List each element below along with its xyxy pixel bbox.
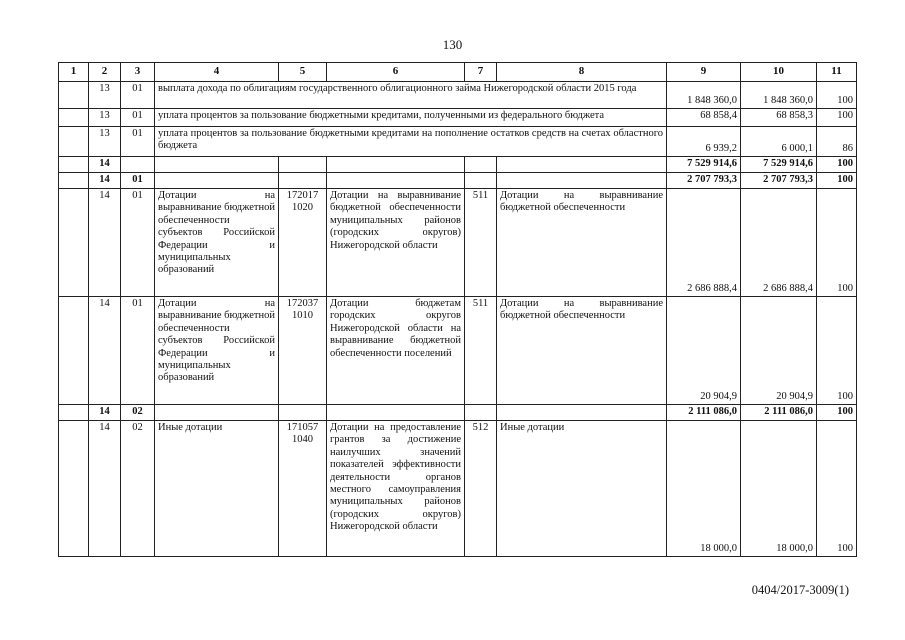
cell-col-1	[59, 109, 89, 127]
cell-percent: 100	[817, 421, 857, 557]
cell-section: 13	[89, 82, 121, 109]
cell-col-1	[59, 189, 89, 297]
cell-expense-type-code: 512	[465, 421, 497, 557]
header-row	[59, 63, 857, 82]
cell-target-description: Дотации бюджетам городских округов Нижегородской области на выравнивание бюджетной обеспеченности поселений	[327, 297, 465, 405]
cell-expense-type-code: 511	[465, 297, 497, 405]
header-col-11: 11	[817, 63, 857, 82]
cell-subsection: 01	[121, 127, 155, 157]
cell-col-8	[497, 157, 667, 173]
table-row-total	[59, 157, 857, 173]
header-col-10: 10	[741, 63, 817, 82]
header-col-8: 8	[497, 63, 667, 82]
cell-col-7	[465, 157, 497, 173]
cell-executed: 68 858,3	[741, 109, 817, 127]
table-row-total	[59, 405, 857, 421]
cell-target-code: 172017 1020	[279, 189, 327, 297]
budget-table	[58, 62, 857, 557]
document-id: 0404/2017-3009(1)	[751, 583, 849, 597]
cell-col-6	[327, 173, 465, 189]
cell-col-4	[155, 405, 279, 421]
header-col-2: 2	[89, 63, 121, 82]
table-row-total	[59, 173, 857, 189]
table-row	[59, 109, 857, 127]
cell-col-8	[497, 173, 667, 189]
cell-executed: 2 686 888,4	[741, 189, 817, 297]
cell-executed: 20 904,9	[741, 297, 817, 405]
cell-percent: 100	[817, 405, 857, 421]
table-row	[59, 421, 857, 557]
cell-executed: 6 000,1	[741, 127, 817, 157]
cell-percent: 100	[817, 157, 857, 173]
cell-section: 14	[89, 157, 121, 173]
cell-section: 13	[89, 127, 121, 157]
cell-section: 14	[89, 297, 121, 405]
cell-percent: 100	[817, 109, 857, 127]
cell-subsection: 01	[121, 109, 155, 127]
cell-percent: 100	[817, 297, 857, 405]
cell-percent: 86	[817, 127, 857, 157]
cell-executed: 7 529 914,6	[741, 157, 817, 173]
cell-col-5	[279, 405, 327, 421]
cell-target-code: 172037 1010	[279, 297, 327, 405]
cell-expense-type: Дотации на выравнивание бюджетной обеспеченности	[497, 189, 667, 297]
cell-col-1	[59, 127, 89, 157]
cell-description: уплата процентов за пользование бюджетными кредитами, полученными из федерального бюджета	[155, 109, 667, 127]
table-row	[59, 127, 857, 157]
cell-target-description: Дотации на выравнивание бюджетной обеспеченности муниципальных районов (городских округов) Нижегородской области	[327, 189, 465, 297]
table-row	[59, 297, 857, 405]
cell-planned: 68 858,4	[667, 109, 741, 127]
cell-col-1	[59, 157, 89, 173]
cell-percent: 100	[817, 189, 857, 297]
cell-expense-type: Иные дотации	[497, 421, 667, 557]
cell-planned: 2 686 888,4	[667, 189, 741, 297]
cell-section: 14	[89, 189, 121, 297]
cell-col-7	[465, 405, 497, 421]
cell-section: 13	[89, 109, 121, 127]
cell-col-6	[327, 405, 465, 421]
cell-planned: 6 939,2	[667, 127, 741, 157]
cell-section: 14	[89, 173, 121, 189]
cell-percent: 100	[817, 82, 857, 109]
header-col-6: 6	[327, 63, 465, 82]
cell-target-description: Дотации на предоставление грантов за достижение наилучших значений показателей эффективности деятельности органов местного самоуправления муниципальных районов (городских округов) Нижегородской области	[327, 421, 465, 557]
cell-subsection: 02	[121, 421, 155, 557]
cell-subsection	[121, 157, 155, 173]
header-col-4: 4	[155, 63, 279, 82]
cell-col-6	[327, 157, 465, 173]
cell-col-1	[59, 173, 89, 189]
cell-subsection: 02	[121, 405, 155, 421]
cell-executed: 18 000,0	[741, 421, 817, 557]
header-col-1: 1	[59, 63, 89, 82]
cell-col-5	[279, 173, 327, 189]
cell-col-1	[59, 405, 89, 421]
cell-subsection: 01	[121, 189, 155, 297]
table-row	[59, 189, 857, 297]
cell-planned: 1 848 360,0	[667, 82, 741, 109]
cell-subsection: 01	[121, 297, 155, 405]
cell-percent: 100	[817, 173, 857, 189]
cell-target-code: 171057 1040	[279, 421, 327, 557]
cell-col-8	[497, 405, 667, 421]
cell-expense-type: Дотации на выравнивание бюджетной обеспеченности	[497, 297, 667, 405]
cell-planned: 2 707 793,3	[667, 173, 741, 189]
cell-target-article: Иные дотации	[155, 421, 279, 557]
cell-planned: 20 904,9	[667, 297, 741, 405]
cell-subsection: 01	[121, 173, 155, 189]
cell-subsection: 01	[121, 82, 155, 109]
header-col-3: 3	[121, 63, 155, 82]
cell-target-article: Дотации на выравнивание бюджетной обеспеченности субъектов Российской Федерации и муниципальных образований	[155, 297, 279, 405]
table-row	[59, 82, 857, 109]
cell-col-4	[155, 157, 279, 173]
cell-col-4	[155, 173, 279, 189]
header-col-5: 5	[279, 63, 327, 82]
header-col-7: 7	[465, 63, 497, 82]
cell-planned: 2 111 086,0	[667, 405, 741, 421]
cell-executed: 1 848 360,0	[741, 82, 817, 109]
page-number: 130	[442, 37, 463, 52]
cell-executed: 2 111 086,0	[741, 405, 817, 421]
cell-description: уплата процентов за пользование бюджетными кредитами на пополнение остатков средств на счетах областного бюджета	[155, 127, 667, 157]
cell-target-article: Дотации на выравнивание бюджетной обеспеченности субъектов Российской Федерации и муниципальных образований	[155, 189, 279, 297]
cell-planned: 7 529 914,6	[667, 157, 741, 173]
cell-col-1	[59, 82, 89, 109]
cell-col-1	[59, 297, 89, 405]
cell-col-7	[465, 173, 497, 189]
cell-col-5	[279, 157, 327, 173]
cell-description: выплата дохода по облигациям государственного облигационного займа Нижегородской области 2015 года	[155, 82, 667, 109]
cell-expense-type-code: 511	[465, 189, 497, 297]
cell-planned: 18 000,0	[667, 421, 741, 557]
header-col-9: 9	[667, 63, 741, 82]
cell-section: 14	[89, 421, 121, 557]
cell-executed: 2 707 793,3	[741, 173, 817, 189]
cell-col-1	[59, 421, 89, 557]
cell-section: 14	[89, 405, 121, 421]
